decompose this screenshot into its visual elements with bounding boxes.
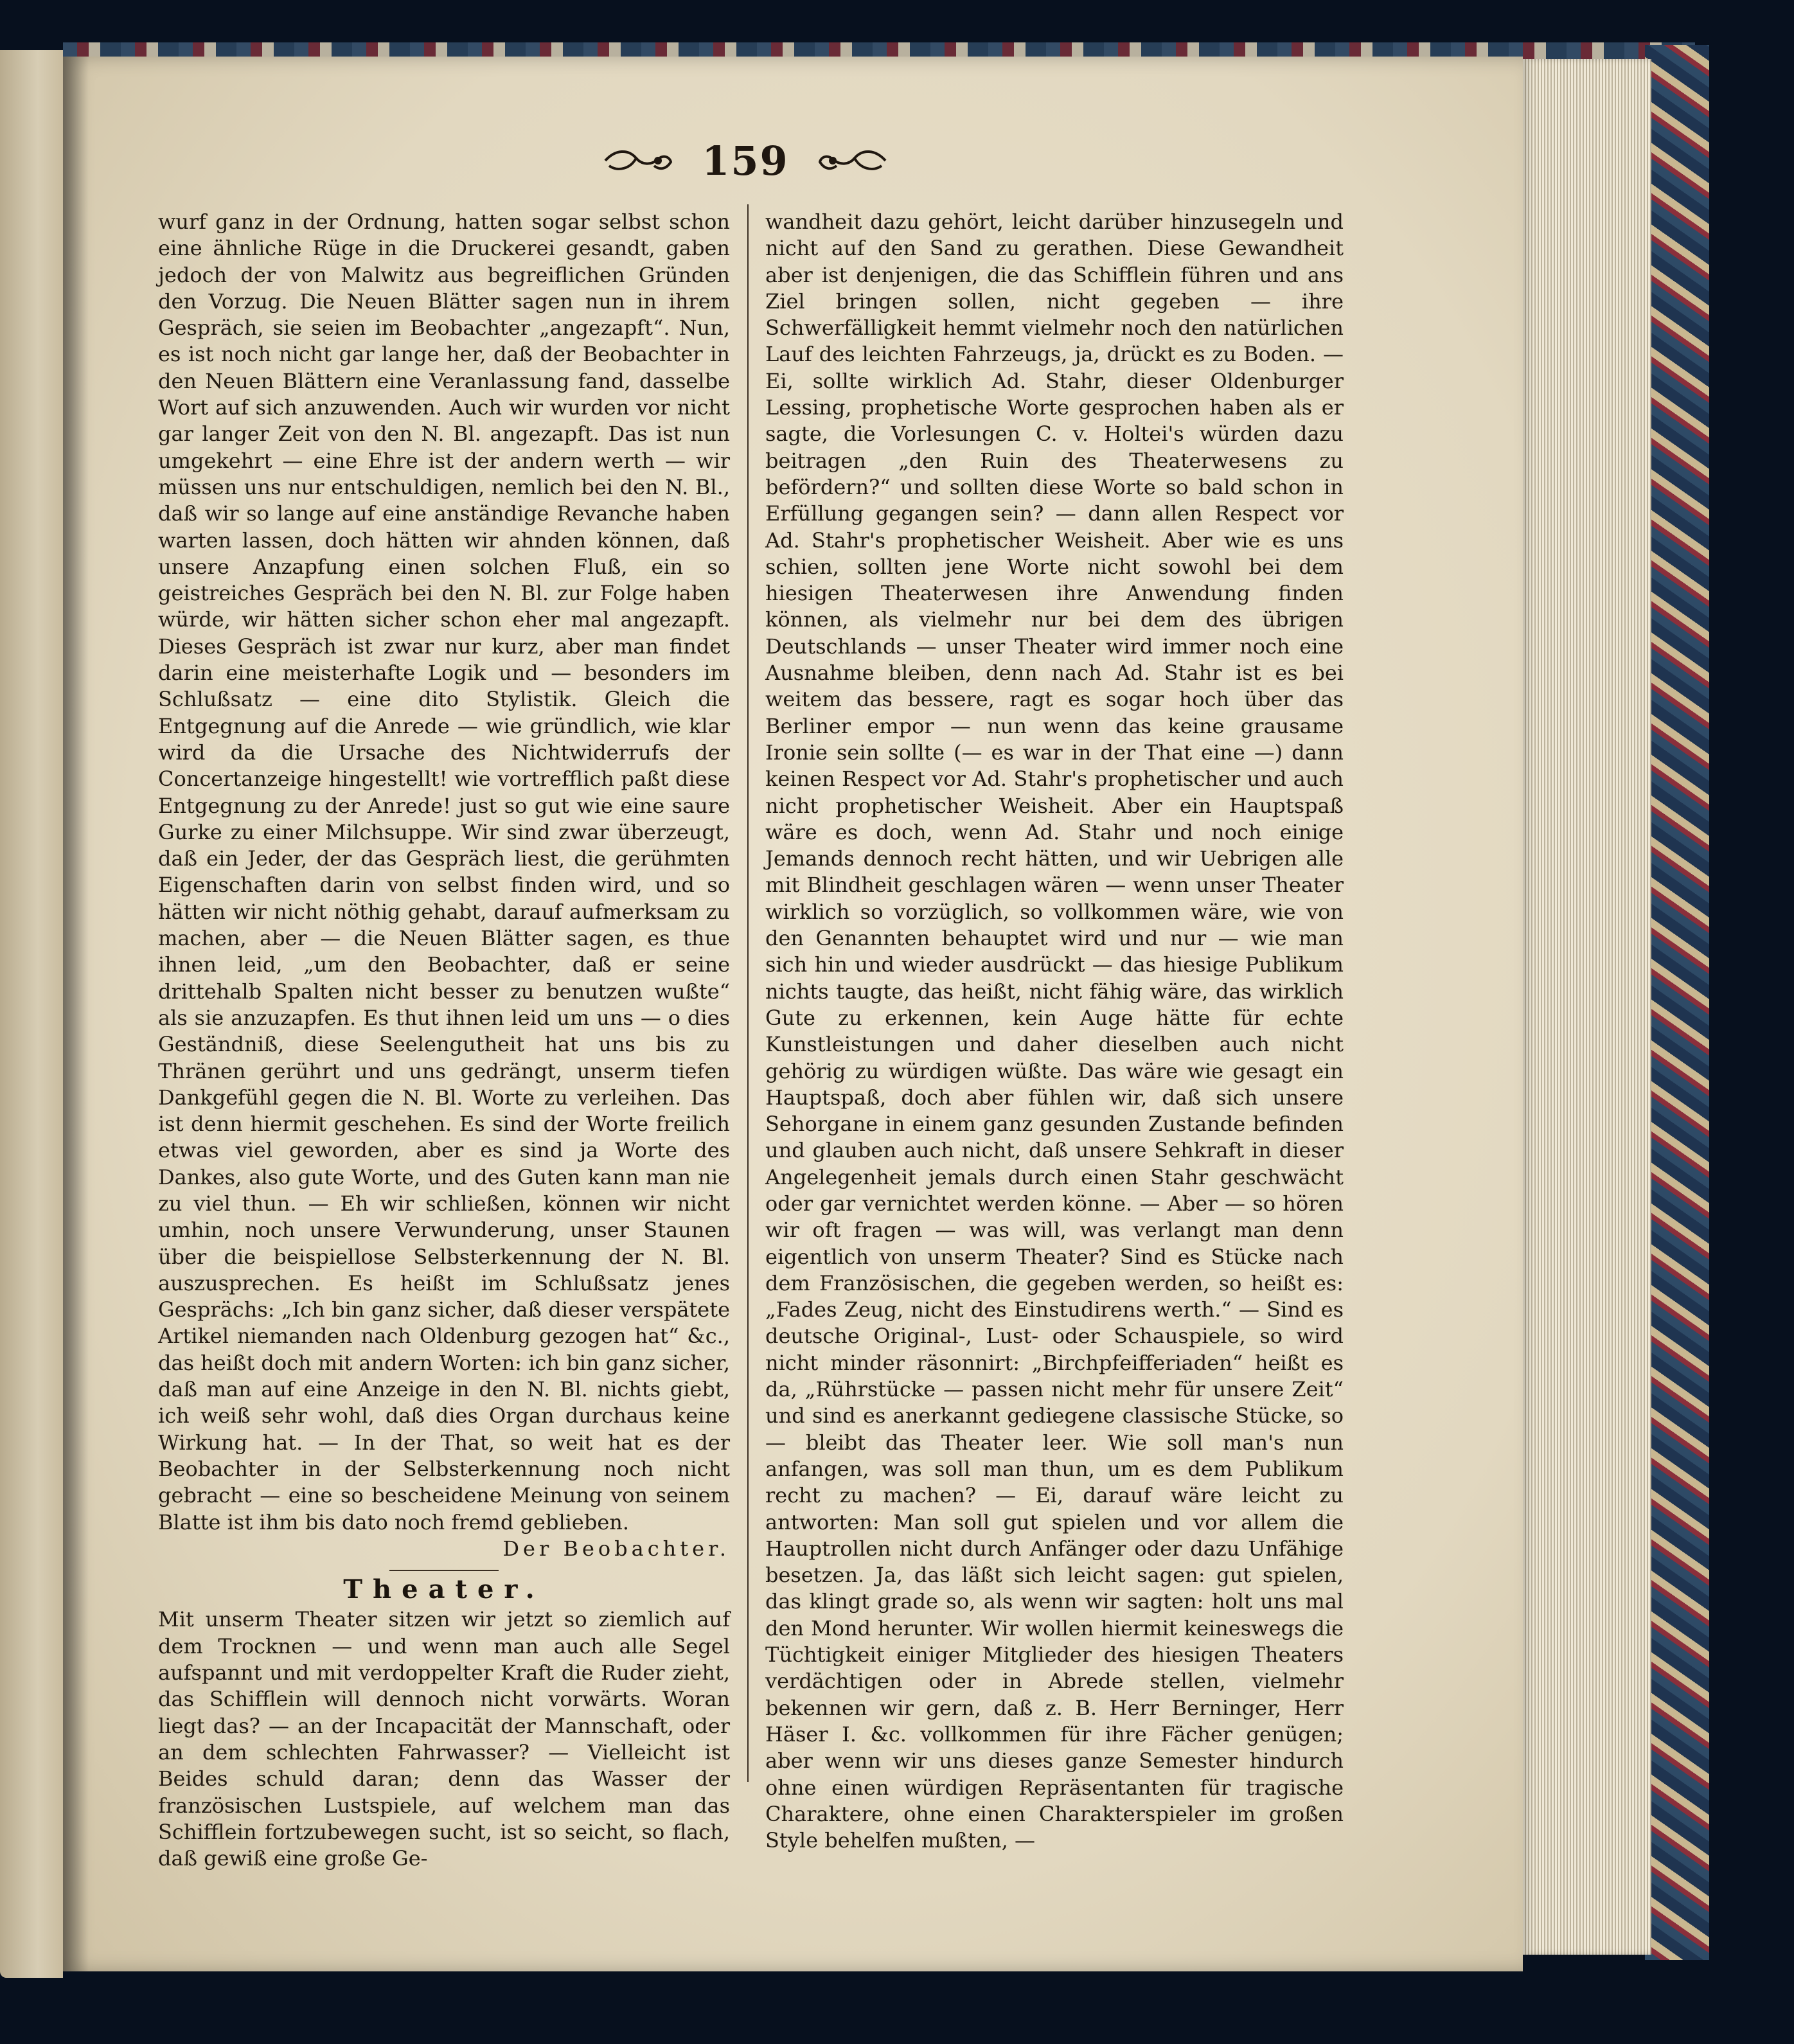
left-paragraph-2: Mit unserm Theater sitzen wir jetzt so ziemlich auf dem Trocknen — und wenn man auch alle Segel aufspannt und mit verdoppelter Kraft die Ruder zieht, das Schifflein will dennoch nicht vorwärts. Woran liegt das? — an der Incapacität der Mannschaft, oder an dem schlechten Fahrwasser? — Vielleicht ist Beides schuld daran; denn das Wasser der französischen Lustspiele, auf welchem man das Schifflein fortzubewegen sucht, ist so seicht, so flach, daß gewiß eine große Ge- <box>158 1607 730 1871</box>
left-column <box>158 209 730 1872</box>
page-header <box>598 135 893 186</box>
left-paragraph-1: wurf ganz in der Ordnung, hatten sogar selbst schon eine ähnliche Rüge in die Druckerei gesandt, gaben jedoch der von Malwitz aus begreiflichen Gründen den Vorzug. Die Neuen Blätter sagen nun in ihrem Gespräch, sie seien im Beobachter „angezapft“. Nun, es ist noch nicht gar lange her, daß der Beobachter in den Neuen Blättern eine Veranlassung fand, dasselbe Wort auf sich anzuwenden. Auch wir wurden vor nicht gar langer Zeit von den N. Bl. angezapft. Das ist nun umgekehrt — eine Ehre ist der andern werth — wir müssen uns nur entschuldigen, nemlich bei den N. Bl., daß wir so lange auf eine anständige Revanche haben warten lassen, doch hätten wir ahnden können, daß unsere Anzapfung einen solchen Fluß, ein so geistreiches Gespräch bei den N. Bl. zur Folge haben würde, wir hätten sicher schon eher mal angezapft. Dieses Gespräch ist zwar nur kurz, aber man findet darin eine meisterhafte Logik und — besonders im Schlußsatz — eine dito Stylistik. Gleich die Entgegnung auf die Anrede — wie gründlich, wie klar wird da die Ursache des Nichtwiderrufs der Concertanzeige hingestellt! wie vortrefflich paßt diese Entgegnung zu der Anrede! just so gut wie eine saure Gurke zu einer Milchsuppe. Wir sind zwar überzeugt, daß ein Jeder, der das Gespräch liest, die gerühmten Eigenschaften darin von selbst finden wird, und so hätten wir nicht nöthig gehabt, darauf aufmerksam zu machen, aber — die Neuen Blätter sagen, es thue ihnen leid, „um den Beobachter, daß er seine drittehalb Spalten nicht besser zu benutzen wußte“ als sie anzuzapfen. Es thut ihnen leid um uns — o dies Geständniß, diese Seelengutheit hat uns bis zu Thränen gerührt und uns gedrängt, unserm tiefen Dankgefühl gegen die N. Bl. Worte zu verleihen. Das ist denn hiermit geschehen. Es sind der Worte freilich etwas viel geworden, aber es sind ja Worte des Dankes, also gute Worte, und des Guten kann man nie zu viel thun. — Eh wir schließen, können wir nicht umhin, noch unsere Verwunderung, unser Staunen über die beispiellose Selbsterkennung der N. Bl. auszusprechen. Es heißt im Schlußsatz jenes Gesprächs: „Ich bin ganz sicher, daß dieser verspätete Artikel niemanden nach Oldenburg gezogen hat“ &c., das heißt doch mit andern Worten: ich bin ganz sicher, daß man auf eine Anzeige in den N. Bl. nichts giebt, ich weiß sehr wohl, daß dies Organ durchaus keine Wirkung hat. — In der That, so weit hat es der Beobachter in der Selbsterkennung noch nicht gebracht — eine so bescheidene Meinung von seinem Blatte ist ihm bis dato noch fremd geblieben. <box>158 209 730 1534</box>
facing-page-edge <box>0 50 63 1978</box>
right-column <box>765 209 1344 1854</box>
right-paragraph-1: wandheit dazu gehört, leicht darüber hinzusegeln und nicht auf den Sand zu gerathen. Diese Gewandheit aber ist denjenigen, die das Schifflein führen und ans Ziel bringen sollen, nicht gegeben — ihre Schwerfälligkeit hemmt vielmehr noch den natürlichen Lauf des leichten Fahrzeugs, ja, drückt es zu Boden. — Ei, sollte wirklich Ad. Stahr, dieser Oldenburger Lessing, prophetische Worte gesprochen haben als er sagte, die Vorlesungen C. v. Holtei's würden dazu beitragen „den Ruin des Theaterwesens zu befördern?“ und sollten diese Worte so bald schon in Erfüllung gegangen sein? — dann allen Respect vor Ad. Stahr's prophetischer Weisheit. Aber wie es uns schien, sollten jene Worte nicht sowohl bei dem hiesigen Theaterwesen ihre Anwendung finden können, als vielmehr nur bei dem des übrigen Deutschlands — unser Theater wird immer noch eine Ausnahme bleiben, denn nach Ad. Stahr ist es bei weitem das bessere, ragt es sogar hoch über das Berliner empor — nun wenn das keine grausame Ironie sein sollte (— es war in der That eine —) dann keinen Respect vor Ad. Stahr's prophetischer und auch nicht prophetischer Weisheit. Aber ein Hauptspaß wäre es doch, wenn Ad. Stahr und noch einige Jemands dennoch recht hätten, und wir Uebrigen alle mit Blindheit geschlagen wären — wenn unser Theater wirklich so vorzüglich, so vollkommen wäre, wie von den Genannten behauptet wird und nur — wie man sich hin und wieder ausdrückt — das hiesige Publikum nichts taugte, das heißt, nicht fähig wäre, das wirklich Gute zu erkennen, kein Auge hätte für echte Kunstleistungen und daher dieselben auch nicht gehörig zu würdigen wüßte. Das wäre wie gesagt ein Hauptspaß, doch aber fühlen wir, daß sich unsere Sehorgane in einem ganz gesunden Zustande befinden und glauben auch nicht, daß unsere Sehkraft in dieser Angelegenheit jemals durch einen Stahr geschwächt oder gar vernichtet werden könne. — Aber — so hören wir oft fragen — was will, was verlangt man denn eigentlich von unserm Theater? Sind es Stücke nach dem Französischen, die gegeben werden, so heißt es: „Fades Zeug, nicht des Einstudirens werth.“ — Sind es deutsche Original-, Lust- oder Schauspiele, so wird nicht minder räsonnirt: „Birchpfeifferiaden“ heißt es da, „Rührstücke — passen nicht mehr für unsere Zeit“ und sind es anerkannt gediegene classische Stücke, so — bleibt das Theater leer. Wie soll man's nun anfangen, was soll man thun, um es dem Publikum recht zu machen? — Ei, darauf wäre leicht zu antworten: Man soll gut spielen und vor allem die Hauptrollen nicht durch Anfänger oder dazu Unfähige besetzen. Ja, das läßt sich leicht sagen: gut spielen, das klingt grade so, als wenn wir sagten: holt uns mal den Mond herunter. Wir wollen hiermit keineswegs die Tüchtigkeit einiger Mitglieder des hiesigen Theaters verdächtigen oder in Abrede stellen, vielmehr bekennen wir gern, daß z. B. Herr Berninger, Herr Häser I. &c. vollkommen für ihre Fächer genügen; aber wenn wir uns dieses ganze Semester hindurch ohne einen würdigen Repräsentanten für tragische Charaktere, ohne einen Charakterspieler im großen Style behelfen mußten, — <box>765 209 1344 1853</box>
marbled-cover-edge <box>1645 45 1709 1960</box>
page-fore-edge <box>1523 59 1651 1955</box>
left-ornament-icon <box>603 143 673 179</box>
right-ornament-icon <box>817 143 888 179</box>
signature: Der Beobachter. <box>502 1536 730 1561</box>
section-rule <box>389 1570 499 1571</box>
page-gutter-shadow <box>63 57 89 1971</box>
section-title: Theater. <box>343 1574 545 1605</box>
column-divider <box>747 204 749 1782</box>
signature-line <box>158 1536 730 1562</box>
page-number: 159 <box>702 137 789 184</box>
